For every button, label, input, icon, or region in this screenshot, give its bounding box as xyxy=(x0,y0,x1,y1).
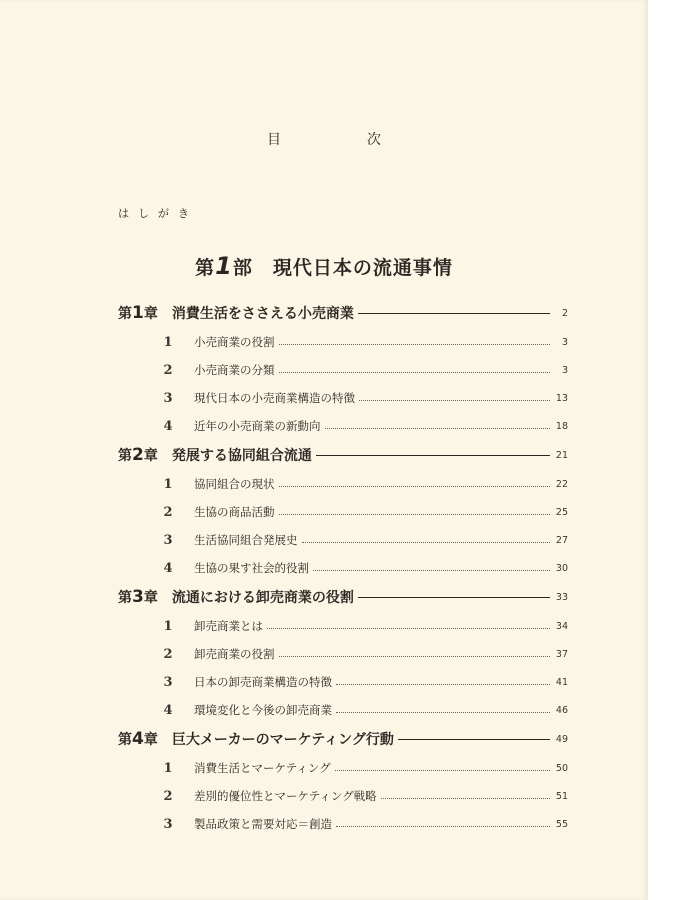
chapter-digit: 3 xyxy=(132,587,144,607)
part-number: 1 xyxy=(215,252,233,280)
chapter-number xyxy=(118,445,158,465)
page-number: 30 xyxy=(555,562,568,574)
section-entry[interactable] xyxy=(118,526,568,554)
section-number: 3 xyxy=(163,674,173,690)
page-number: 21 xyxy=(555,449,568,461)
dotted-leader xyxy=(336,826,550,827)
section-entry[interactable] xyxy=(118,810,568,838)
dotted-leader xyxy=(267,628,550,629)
chapter-digit: 4 xyxy=(132,729,144,749)
section-number: 1 xyxy=(163,476,173,492)
section-entry[interactable] xyxy=(118,384,568,412)
page-title: 目 次 xyxy=(267,132,417,148)
section-title: 環境変化と今後の卸売商業 xyxy=(194,703,332,717)
chapter-title: 巨大メーカーのマーケティング行動 xyxy=(171,732,394,748)
page-number: 13 xyxy=(555,392,568,404)
chapter-suffix: 章 xyxy=(143,448,158,464)
section-number: 1 xyxy=(163,618,173,634)
dotted-leader xyxy=(325,428,551,429)
section-entry[interactable] xyxy=(118,782,568,810)
page-number: 3 xyxy=(561,336,568,348)
section-title: 生活協同組合発展史 xyxy=(194,533,298,547)
chapter-digit: 2 xyxy=(132,445,144,465)
preface-entry[interactable]: はしがき xyxy=(118,207,198,220)
page-number: 51 xyxy=(555,790,568,802)
page-number: 3 xyxy=(561,364,568,376)
chapter-prefix: 第 xyxy=(118,448,132,464)
dotted-leader xyxy=(335,770,550,771)
section-title: 差別的優位性とマーケティング戦略 xyxy=(194,789,377,803)
dotted-leader xyxy=(336,684,550,685)
chapter-prefix: 第 xyxy=(118,732,132,748)
leader-line xyxy=(358,313,550,314)
page-number: 55 xyxy=(555,818,568,830)
section-entry[interactable] xyxy=(118,412,568,440)
section-entry[interactable] xyxy=(118,328,568,356)
chapter-title: 発展する協同組合流通 xyxy=(171,448,312,464)
chapter-number xyxy=(118,587,158,607)
section-entry[interactable] xyxy=(118,640,568,668)
section-title: 卸売商業とは xyxy=(194,619,263,633)
section-number: 4 xyxy=(163,560,173,576)
dotted-leader xyxy=(279,656,551,657)
page-number: 2 xyxy=(561,307,568,319)
chapter-entry[interactable] xyxy=(118,582,568,612)
section-entry[interactable] xyxy=(118,554,568,582)
page-number: 50 xyxy=(555,762,568,774)
section-number: 1 xyxy=(163,760,173,776)
section-entry[interactable] xyxy=(118,696,568,724)
dotted-leader xyxy=(336,712,550,713)
page-number: 22 xyxy=(555,478,568,490)
dotted-leader xyxy=(279,514,551,515)
chapter-prefix: 第 xyxy=(118,590,132,606)
page-number: 46 xyxy=(555,704,568,716)
dotted-leader xyxy=(359,400,550,401)
section-number: 1 xyxy=(163,334,173,350)
section-title: 生協の果す社会的役割 xyxy=(194,561,309,575)
chapter-entry[interactable] xyxy=(118,298,568,328)
chapter-entry[interactable] xyxy=(118,440,568,470)
section-number: 3 xyxy=(163,816,173,832)
part-heading xyxy=(0,252,648,280)
leader-line xyxy=(398,739,550,740)
chapter-suffix: 章 xyxy=(143,732,158,748)
chapter-digit: 1 xyxy=(132,303,144,323)
section-number: 2 xyxy=(163,362,173,378)
page-number: 49 xyxy=(555,733,568,745)
section-title: 卸売商業の役割 xyxy=(194,647,275,661)
page-number: 18 xyxy=(555,420,568,432)
page-number: 34 xyxy=(555,620,568,632)
page-number: 33 xyxy=(555,591,568,603)
dotted-leader xyxy=(279,372,551,373)
page-number: 37 xyxy=(555,648,568,660)
section-number: 3 xyxy=(163,532,173,548)
section-title: 近年の小売商業の新動向 xyxy=(194,419,321,433)
chapter-prefix: 第 xyxy=(118,306,132,322)
chapter-entry[interactable] xyxy=(118,724,568,754)
section-title: 生協の商品活動 xyxy=(194,505,275,519)
section-entry[interactable] xyxy=(118,356,568,384)
section-entry[interactable] xyxy=(118,470,568,498)
section-number: 2 xyxy=(163,788,173,804)
section-number: 3 xyxy=(163,390,173,406)
section-entry[interactable] xyxy=(118,612,568,640)
section-number: 4 xyxy=(163,418,173,434)
part-suffix: 部 xyxy=(232,257,253,279)
chapter-suffix: 章 xyxy=(143,306,158,322)
section-number: 2 xyxy=(163,646,173,662)
section-title: 製品政策と需要対応＝創造 xyxy=(194,817,332,831)
chapter-number xyxy=(118,729,158,749)
dotted-leader xyxy=(313,570,550,571)
section-title: 協同組合の現状 xyxy=(194,477,275,491)
section-number: 4 xyxy=(163,702,173,718)
page-number: 25 xyxy=(555,506,568,518)
dotted-leader xyxy=(381,798,550,799)
section-entry[interactable] xyxy=(118,498,568,526)
section-title: 小売商業の分類 xyxy=(194,363,275,377)
section-entry[interactable] xyxy=(118,754,568,782)
chapter-suffix: 章 xyxy=(143,590,158,606)
section-title: 小売商業の役割 xyxy=(194,335,275,349)
part-prefix: 第 xyxy=(195,257,216,279)
part-title: 現代日本の流通事情 xyxy=(272,257,453,279)
leader-line xyxy=(316,455,550,456)
dotted-leader xyxy=(279,344,551,345)
chapter-title: 流通における卸売商業の役割 xyxy=(171,590,354,606)
page-number: 41 xyxy=(555,676,568,688)
chapter-number xyxy=(118,303,158,323)
chapter-title: 消費生活をささえる小売商業 xyxy=(171,306,354,322)
dotted-leader xyxy=(279,486,551,487)
page-number: 27 xyxy=(555,534,568,546)
section-title: 消費生活とマーケティング xyxy=(194,761,331,775)
section-number: 2 xyxy=(163,504,173,520)
section-title: 現代日本の小売商業構造の特徴 xyxy=(194,391,355,405)
dotted-leader xyxy=(302,542,551,543)
section-entry[interactable] xyxy=(118,668,568,696)
table-of-contents xyxy=(118,298,568,838)
section-title: 日本の卸売商業構造の特徴 xyxy=(194,675,332,689)
leader-line xyxy=(358,597,550,598)
